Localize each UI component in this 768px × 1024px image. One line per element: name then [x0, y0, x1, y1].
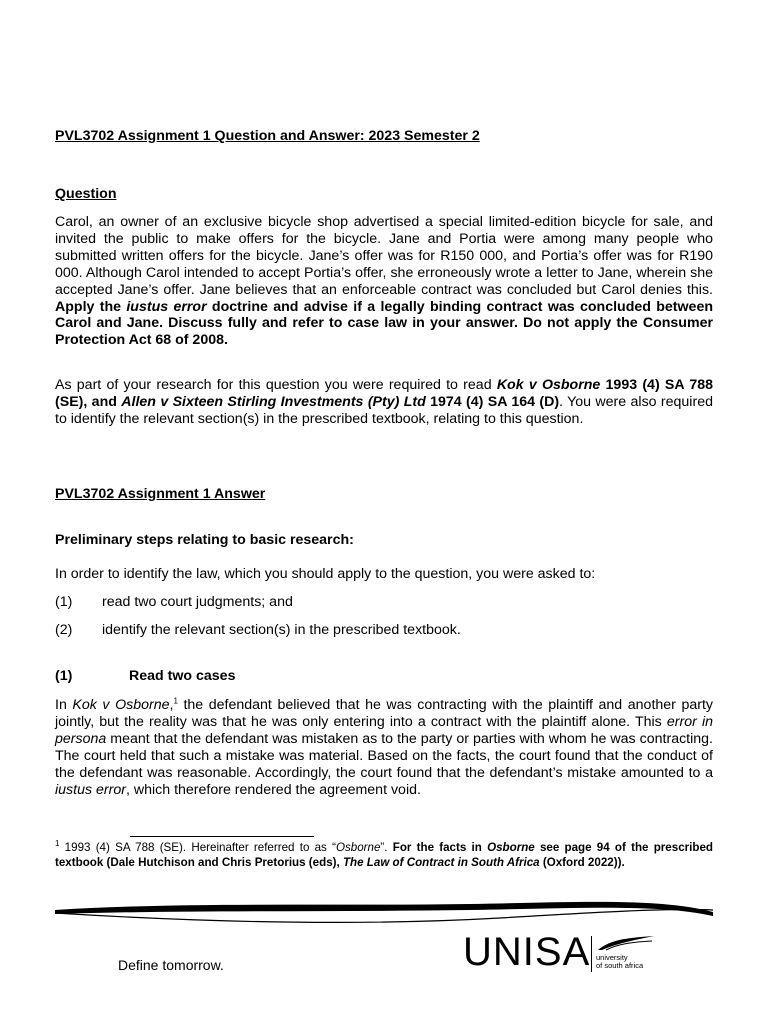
term-error-in-persona: error in persona	[55, 713, 713, 747]
answer-heading: PVL3702 Assignment 1 Answer	[55, 486, 266, 502]
footnote-book-title: The Law of Contract in South Africa	[342, 855, 540, 869]
question-heading: Question	[55, 186, 117, 202]
research-text-end: . You were also required to identify the relevant section(s) in the prescribed textbook, relating to this question.	[55, 393, 713, 427]
footnote-number: 1	[55, 839, 60, 849]
step-number: (1)	[55, 594, 73, 610]
footnote-bold-case: Osborne	[487, 841, 535, 854]
footnote-bold: For the facts in	[392, 841, 488, 854]
footnote-reference[interactable]: 1	[173, 696, 178, 706]
logo-sub-line2: of south africa	[596, 961, 644, 970]
section-title: Read two cases	[129, 668, 236, 684]
osborne-paragraph: In Kok v Osborne,$^1$ the defendant believed that he was contracting with the plaintiff and another party jointly, but the reality was that he was only entering into a contract with the plaintiff alone. This error in persona meant that the defendant was mistaken as to the party or parties with whom he was contracting. The court held that such a mistake was material. Based on the facts, the court found that the conduct of the defendant was reasonable. Accordingly, the court found that the defendant’s mistake amounted to a iustus error, which therefore rendered the agreement void.	[55, 696, 713, 798]
logo-sub-line1: university	[596, 953, 628, 962]
step-item	[55, 594, 713, 611]
document-title: PVL3702 Assignment 1 Question and Answer: 2023 Semester 2	[55, 128, 480, 144]
research-text-start: As part of your research for this question you were required to read	[55, 377, 497, 393]
question-paragraph	[55, 214, 713, 349]
citation-allen: 1974 (4) SA 164 (D)	[425, 393, 560, 410]
unisa-logo	[463, 930, 663, 978]
term-iustus-error: iustus error	[55, 781, 126, 798]
step-text: identify the relevant section(s) in the prescribed textbook.	[102, 622, 461, 638]
question-instruction-end: doctrine and advise if a legally binding contract was concluded between Carol and Jane. Discuss fully and refer to case law in your answer. Do not apply the Consumer Protection Act 68 of 2008.	[55, 298, 714, 349]
footnote-bold: (Oxford 2022)).	[539, 855, 625, 869]
step-number: (2)	[55, 622, 73, 638]
osborne-text: meant that the defendant was mistaken as to the party or parties with whom he was contracting. The court held that such a mistake was material. Based on the facts, the court found that the conduct of the defendant was reasonable. Accordingly, the court found that the defendant’s mistake amounted to a	[55, 730, 713, 781]
footnote-text: ”.	[380, 841, 393, 854]
footnote-case: Osborne	[335, 841, 381, 854]
osborne-text: the defendant believed that he was contracting with the plaintiff and another party jointly, but the reality was that he was only entering into a contract with the plaintiff alone. This	[55, 697, 713, 730]
citation-osborne: 1993 (4) SA 788 (SE), and	[55, 377, 713, 410]
logo-emblem-icon	[596, 934, 656, 952]
prelim-heading: Preliminary steps relating to basic research:	[55, 532, 354, 548]
footnote-bold: see page 94 of the prescribed textbook (Dale Hutchison and Chris Pretorius (eds),	[55, 841, 713, 869]
question-instruction-start: Apply the	[55, 298, 127, 315]
case-allen-v-sixteen-stirling: Allen v Sixteen Stirling Investments (Pty) Ltd	[121, 393, 426, 410]
logo-subtitle	[596, 954, 643, 970]
logo-divider	[591, 936, 592, 972]
tagline: Define tomorrow.	[118, 957, 224, 973]
question-instruction-term: iustus error	[126, 298, 207, 315]
case-name: Kok v Osborne	[72, 697, 170, 713]
footnote-text: 1993 (4) SA 788 (SE). Hereinafter referred to as “	[59, 841, 336, 854]
footnote	[55, 841, 713, 870]
intro-line: In order to identify the law, which you should apply to the question, you were asked to:	[55, 566, 596, 582]
section-number: (1)	[55, 668, 73, 684]
research-paragraph	[55, 377, 713, 428]
osborne-text: , which therefore rendered the agreement void.	[125, 781, 421, 798]
step-text: read two court judgments; and	[102, 594, 293, 610]
step-item	[55, 622, 713, 639]
question-text: Carol, an owner of an exclusive bicycle shop advertised a special limited-edition bicycle for sale, and invited the public to make offers for the bicycle. Jane and Portia were among many people who submitted written offers for the bicycle. Jane’s offer was for R150 000, and Portia’s offer was for R190 000. Although Carol intended to accept Portia’s offer, she erroneously wrote a letter to Jane, wherein she accepted Jane’s offer. Jane believes that an enforceable contract was concluded but Carol denies this.	[55, 214, 713, 298]
footnote-divider	[130, 836, 314, 837]
section-heading	[55, 668, 713, 685]
osborne-text: In	[55, 697, 73, 713]
logo-wordmark: UNISA	[463, 930, 591, 974]
case-kok-v-osborne: Kok v Osborne	[496, 377, 601, 393]
